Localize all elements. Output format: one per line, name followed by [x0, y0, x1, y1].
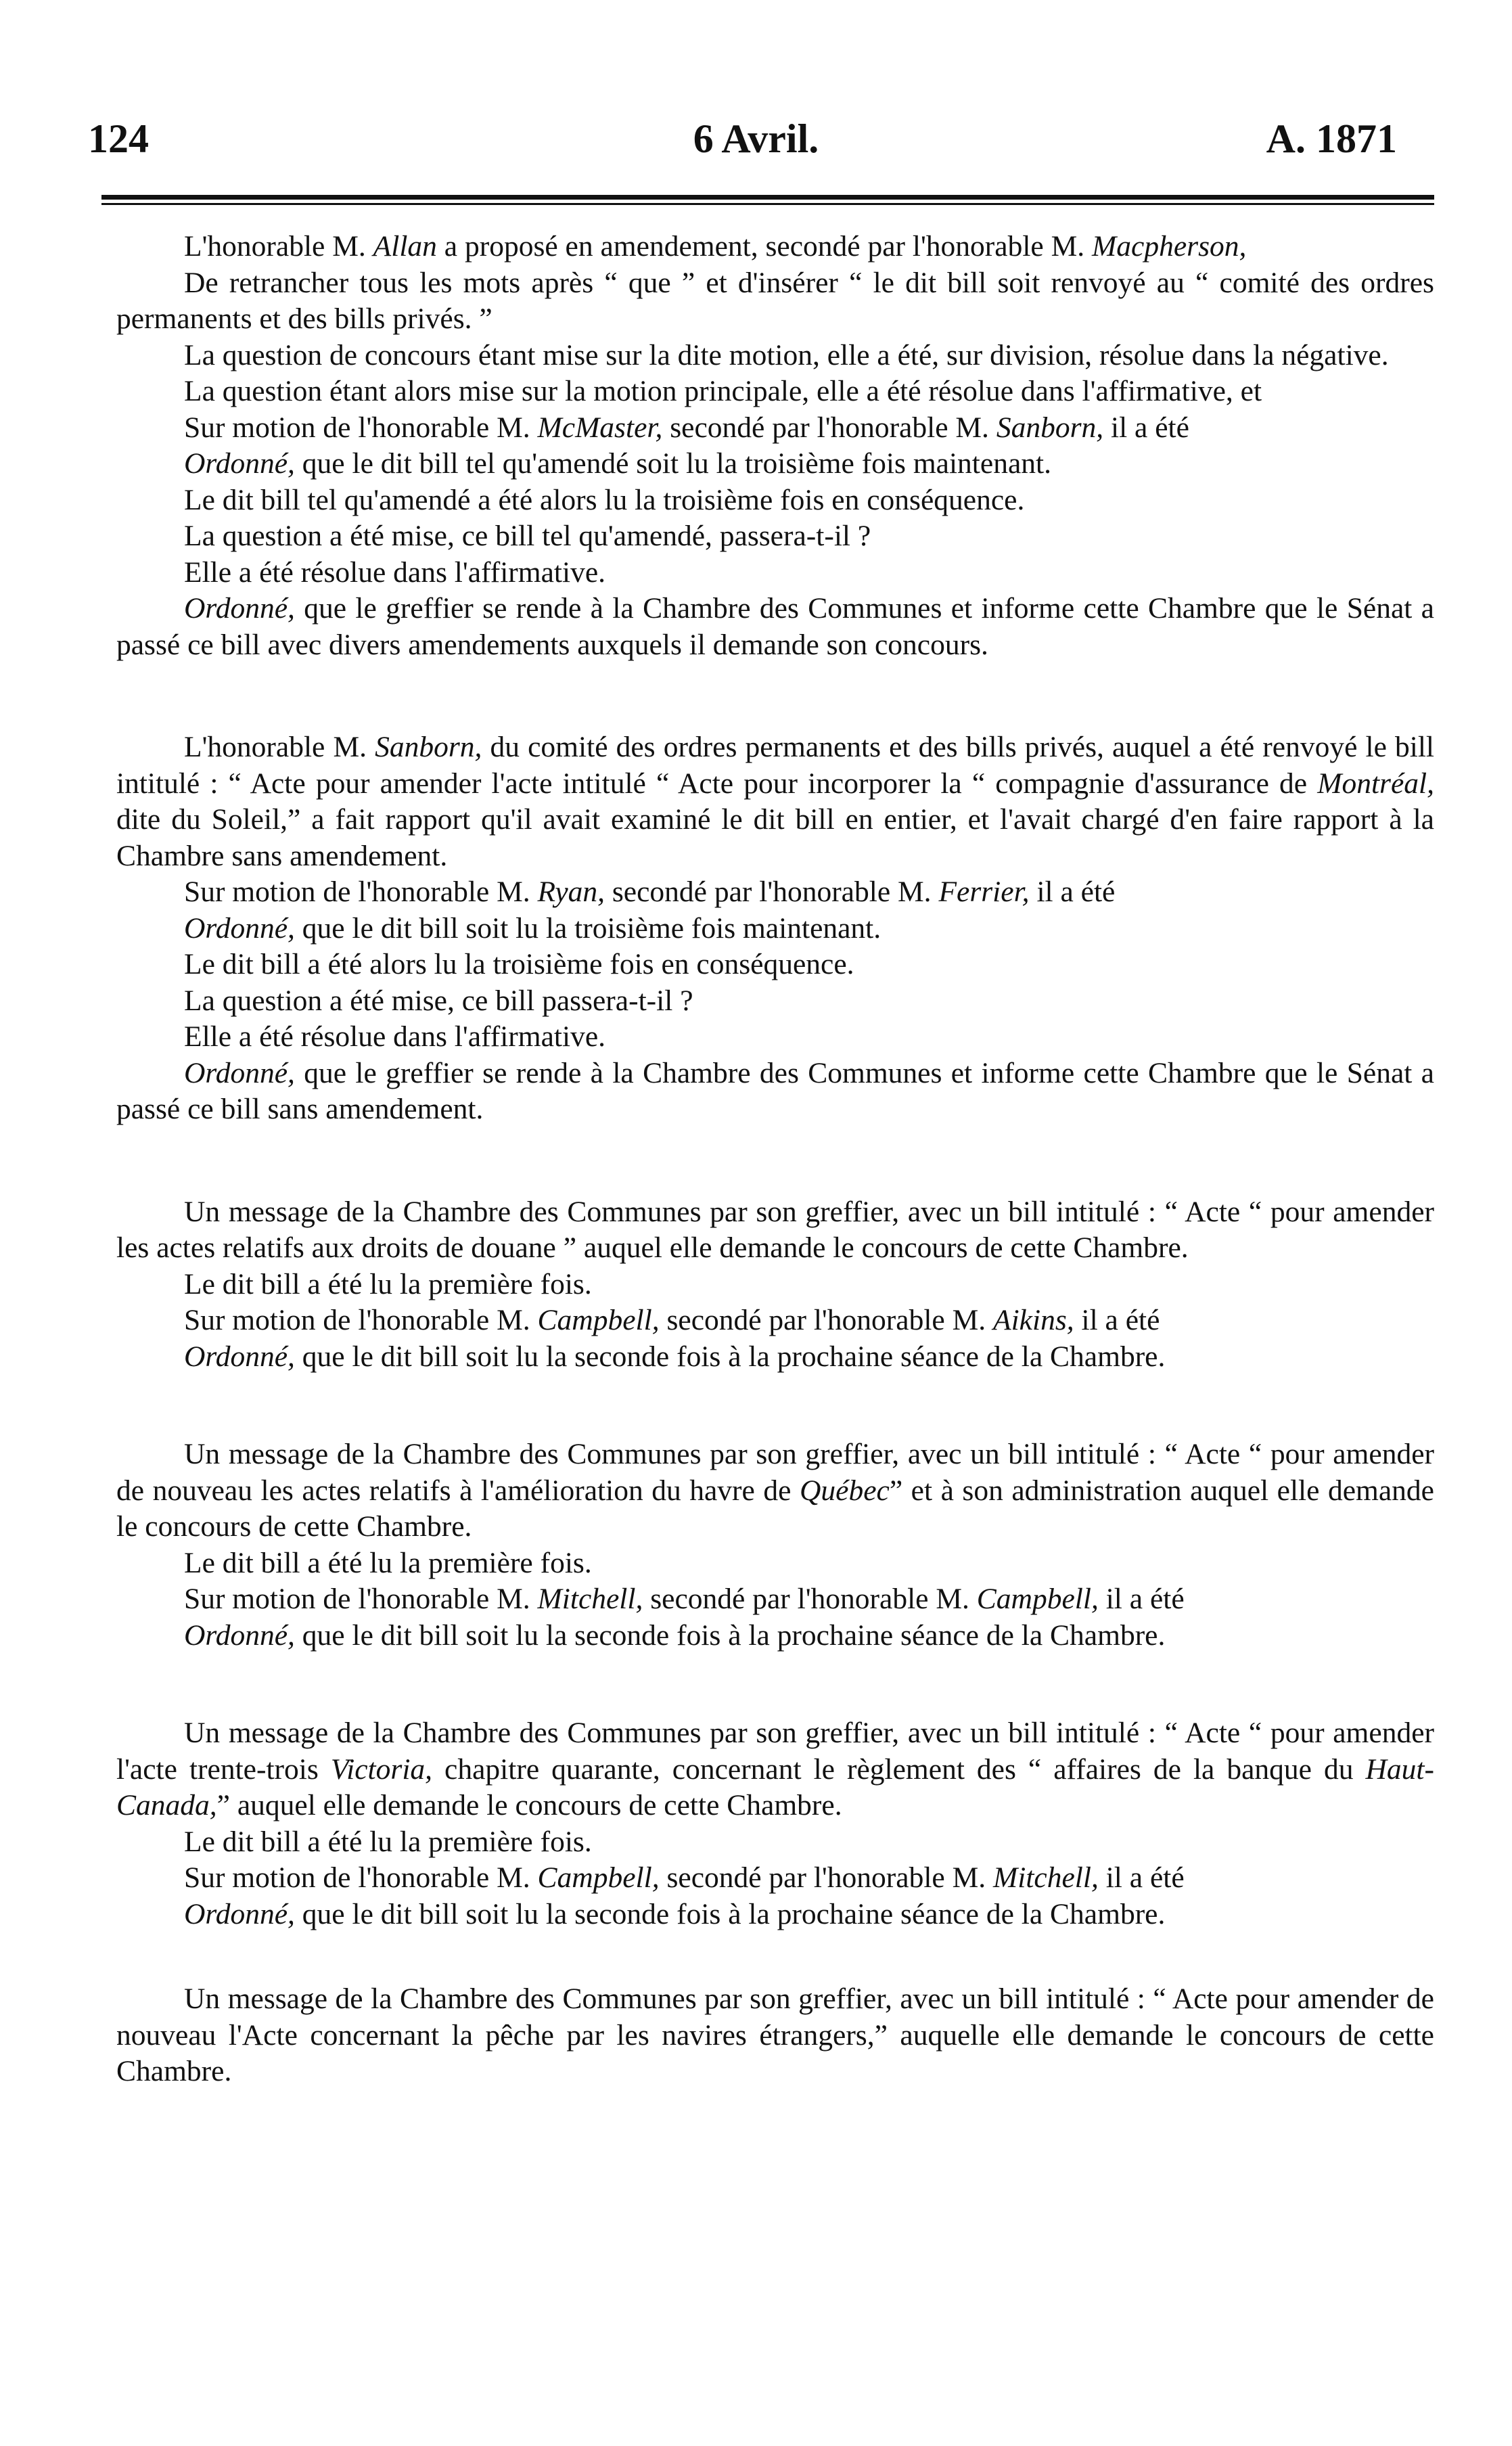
text-run: secondé par l'honorable M. [605, 876, 939, 908]
paragraph [116, 373, 1434, 410]
text-run: il a été [1103, 411, 1189, 444]
running-head [0, 108, 1512, 169]
text-run: que le dit bill soit lu la seconde fois à la prochaine séance de la Chambre. [294, 1340, 1166, 1373]
entry-block-2 [116, 729, 1434, 1128]
paragraph [116, 229, 1434, 265]
text-run: Un message de la Chambre des Communes par son greffier, avec un bill intitulé : “ Acte “ pour amender de nouveau les actes relatifs à l'amélioration du havre de [116, 1438, 1434, 1507]
text-run: Le dit bill a été alors lu la troisième fois en conséquence. [184, 948, 854, 980]
text-run: il a été [1074, 1304, 1160, 1336]
paragraph [116, 591, 1434, 663]
paragraph [116, 729, 1434, 874]
text-run: il a été [1098, 1583, 1185, 1615]
paragraph [116, 1056, 1434, 1128]
entry-block-5 [116, 1715, 1434, 1932]
italic-name: Sanborn, [375, 731, 482, 763]
italic-name: Ordonné, [184, 1056, 295, 1089]
text-run: il a été [1029, 876, 1116, 908]
text-run: Le dit bill a été lu la première fois. [184, 1267, 592, 1300]
section-gap [116, 1128, 1434, 1194]
italic-name: Mitchell, [993, 1861, 1099, 1894]
italic-name: Campbell, [537, 1304, 660, 1336]
text-run: ” auquel elle demande le concours de cette Chambre. [216, 1789, 842, 1821]
paragraph [116, 555, 1434, 591]
header-rule-thick [101, 195, 1434, 200]
entry-block-1 [116, 229, 1434, 663]
paragraph [116, 1436, 1434, 1545]
entry-block-3 [116, 1194, 1434, 1376]
page-date: 6 Avril. [693, 116, 819, 161]
italic-name: Ordonné, [184, 447, 295, 480]
year-label: A. 1871 [1266, 116, 1397, 161]
text-run: Un message de la Chambre des Communes par son greffier, avec un bill intitulé : “ Acte “ pour amender les actes relatifs aux droits de douane ” auquel elle demande le concours de cette Chambre. [116, 1195, 1434, 1264]
paragraph [116, 338, 1434, 374]
paragraph [116, 1339, 1434, 1376]
italic-name: Campbell, [537, 1861, 660, 1894]
text-run: Un message de la Chambre des Communes par son greffier, avec un bill intitulé : “ Acte “ pour amender l'acte trente-trois [116, 1717, 1434, 1786]
italic-name: Aikins, [993, 1304, 1074, 1336]
section-gap [116, 1932, 1434, 1981]
text-run: Le dit bill tel qu'amendé a été alors lu la troisième fois en conséquence. [184, 483, 1025, 516]
text-run: que le dit bill tel qu'amendé soit lu la troisième fois maintenant. [294, 447, 1051, 480]
italic-name: Montréal, [1317, 767, 1434, 800]
paragraph [116, 265, 1434, 338]
italic-name: Ordonné, [184, 592, 295, 625]
text-run: que le dit bill soit lu la troisième fois maintenant. [294, 911, 881, 945]
italic-name: Ordonné, [184, 1340, 295, 1373]
text-run: La question étant alors mise sur la motion principale, elle a été résolue dans l'affirmative, et [184, 375, 1262, 407]
italic-name: Ordonné, [184, 1897, 295, 1930]
paragraph [116, 446, 1434, 482]
paragraph [116, 1545, 1434, 1582]
paragraph [116, 1897, 1434, 1933]
text-run: du comité des ordres permanents et des bills privés, auquel a été renvoyé le bill intitulé : “ Acte pour amender l'acte intitulé “ Acte pour incorporer la “ compagnie d'assurance de [116, 731, 1434, 800]
text-run: que le greffier se rende à la Chambre des Communes et informe cette Chambre que le Sénat a passé ce bill sans amendement. [116, 1056, 1434, 1125]
section-gap [116, 1654, 1434, 1715]
entry-block-4 [116, 1436, 1434, 1654]
text-run: secondé par l'honorable M. [659, 1861, 994, 1894]
text-run: Sur motion de l'honorable M. [184, 1861, 538, 1894]
text-run: il a été [1098, 1861, 1185, 1894]
italic-name: Ryan, [537, 876, 605, 908]
text-run: La question de concours étant mise sur la dite motion, elle a été, sur division, résolue dans la négative. [184, 338, 1389, 371]
paragraph [116, 1824, 1434, 1861]
text-run: a proposé en amendement, secondé par l'honorable M. [436, 230, 1093, 263]
paragraph [116, 1194, 1434, 1267]
text-run: secondé par l'honorable M. [662, 411, 996, 444]
paragraph [116, 410, 1434, 447]
paragraph [116, 1303, 1434, 1339]
paragraph [116, 1715, 1434, 1824]
italic-name: Mitchell, [537, 1583, 643, 1615]
text-run: Sur motion de l'honorable M. [184, 876, 538, 908]
text-run: L'honorable M. [184, 230, 373, 263]
text-run: Sur motion de l'honorable M. [184, 1304, 538, 1336]
paragraph [116, 1981, 1434, 2090]
paragraph [116, 1267, 1434, 1303]
text-run: De retrancher tous les mots après “ que ” et d'insérer “ le dit bill soit renvoyé au “ comité des ordres permanents et des bills privés. ” [116, 266, 1434, 335]
italic-name: Campbell, [976, 1583, 1099, 1615]
text-run: secondé par l'honorable M. [659, 1304, 994, 1336]
italic-name: Québec [799, 1474, 890, 1507]
entry-block-6 [116, 1981, 1434, 2090]
italic-name: Victoria, [330, 1752, 433, 1786]
text-run: Un message de la Chambre des Communes par son greffier, avec un bill intitulé : “ Acte pour amender de nouveau l'Acte concernant la pêche par les navires étrangers,” auquelle elle demande le concours de cette Chambre. [116, 1983, 1434, 2087]
paragraph [116, 1581, 1434, 1618]
italic-name: Sanborn, [996, 411, 1104, 444]
text-run: Le dit bill a été lu la première fois. [184, 1825, 592, 1858]
italic-name: Ordonné, [184, 911, 295, 945]
text-run: que le dit bill soit lu la seconde fois à la prochaine séance de la Chambre. [294, 1618, 1166, 1652]
page-number: 124 [88, 116, 149, 161]
text-run: chapitre quarante, concernant le règlement des “ affaires de la banque du [432, 1752, 1366, 1786]
text-run: Elle a été résolue dans l'affirmative. [184, 1020, 606, 1053]
section-gap [116, 663, 1434, 729]
paragraph [116, 911, 1434, 947]
paragraph [116, 1618, 1434, 1654]
text-run: La question a été mise, ce bill tel qu'amendé, passera-t-il ? [184, 520, 871, 552]
paragraph [116, 1019, 1434, 1056]
text-run: Sur motion de l'honorable M. [184, 411, 538, 444]
italic-name: Ordonné, [184, 1618, 295, 1652]
text-run: que le greffier se rende à la Chambre des Communes et informe cette Chambre que le Sénat a passé ce bill avec divers amendements auxquels il demande son concours. [116, 592, 1434, 661]
paragraph [116, 874, 1434, 911]
italic-name: Macpherson, [1092, 230, 1247, 263]
section-gap [116, 1375, 1434, 1436]
paragraph [116, 947, 1434, 983]
paragraph [116, 518, 1434, 555]
text-run: ” et à son administration auquel elle demande le concours de cette Chambre. [116, 1474, 1434, 1543]
text-run: que le dit bill soit lu la seconde fois à la prochaine séance de la Chambre. [294, 1897, 1166, 1930]
paragraph [116, 482, 1434, 519]
text-run: L'honorable M. [184, 731, 375, 763]
paragraph [116, 983, 1434, 1020]
body-text [116, 229, 1434, 2090]
italic-name: Ferrier, [938, 876, 1030, 908]
italic-name: Allan [373, 230, 437, 263]
text-run: Le dit bill a été lu la première fois. [184, 1546, 592, 1579]
paragraph [116, 1860, 1434, 1897]
italic-name: Haut-Canada, [116, 1752, 1434, 1821]
header-rule-thin [101, 203, 1434, 205]
italic-name: McMaster, [537, 411, 663, 444]
text-run: dite du Soleil,” a fait rapport qu'il avait examiné le dit bill en entier, et l'avait chargé d'en faire rapport à la Chambre sans amendement. [116, 803, 1434, 872]
text-run: secondé par l'honorable M. [643, 1583, 977, 1615]
text-run: Elle a été résolue dans l'affirmative. [184, 556, 606, 589]
text-run: Sur motion de l'honorable M. [184, 1583, 538, 1615]
text-run: La question a été mise, ce bill passera-t-il ? [184, 984, 693, 1017]
